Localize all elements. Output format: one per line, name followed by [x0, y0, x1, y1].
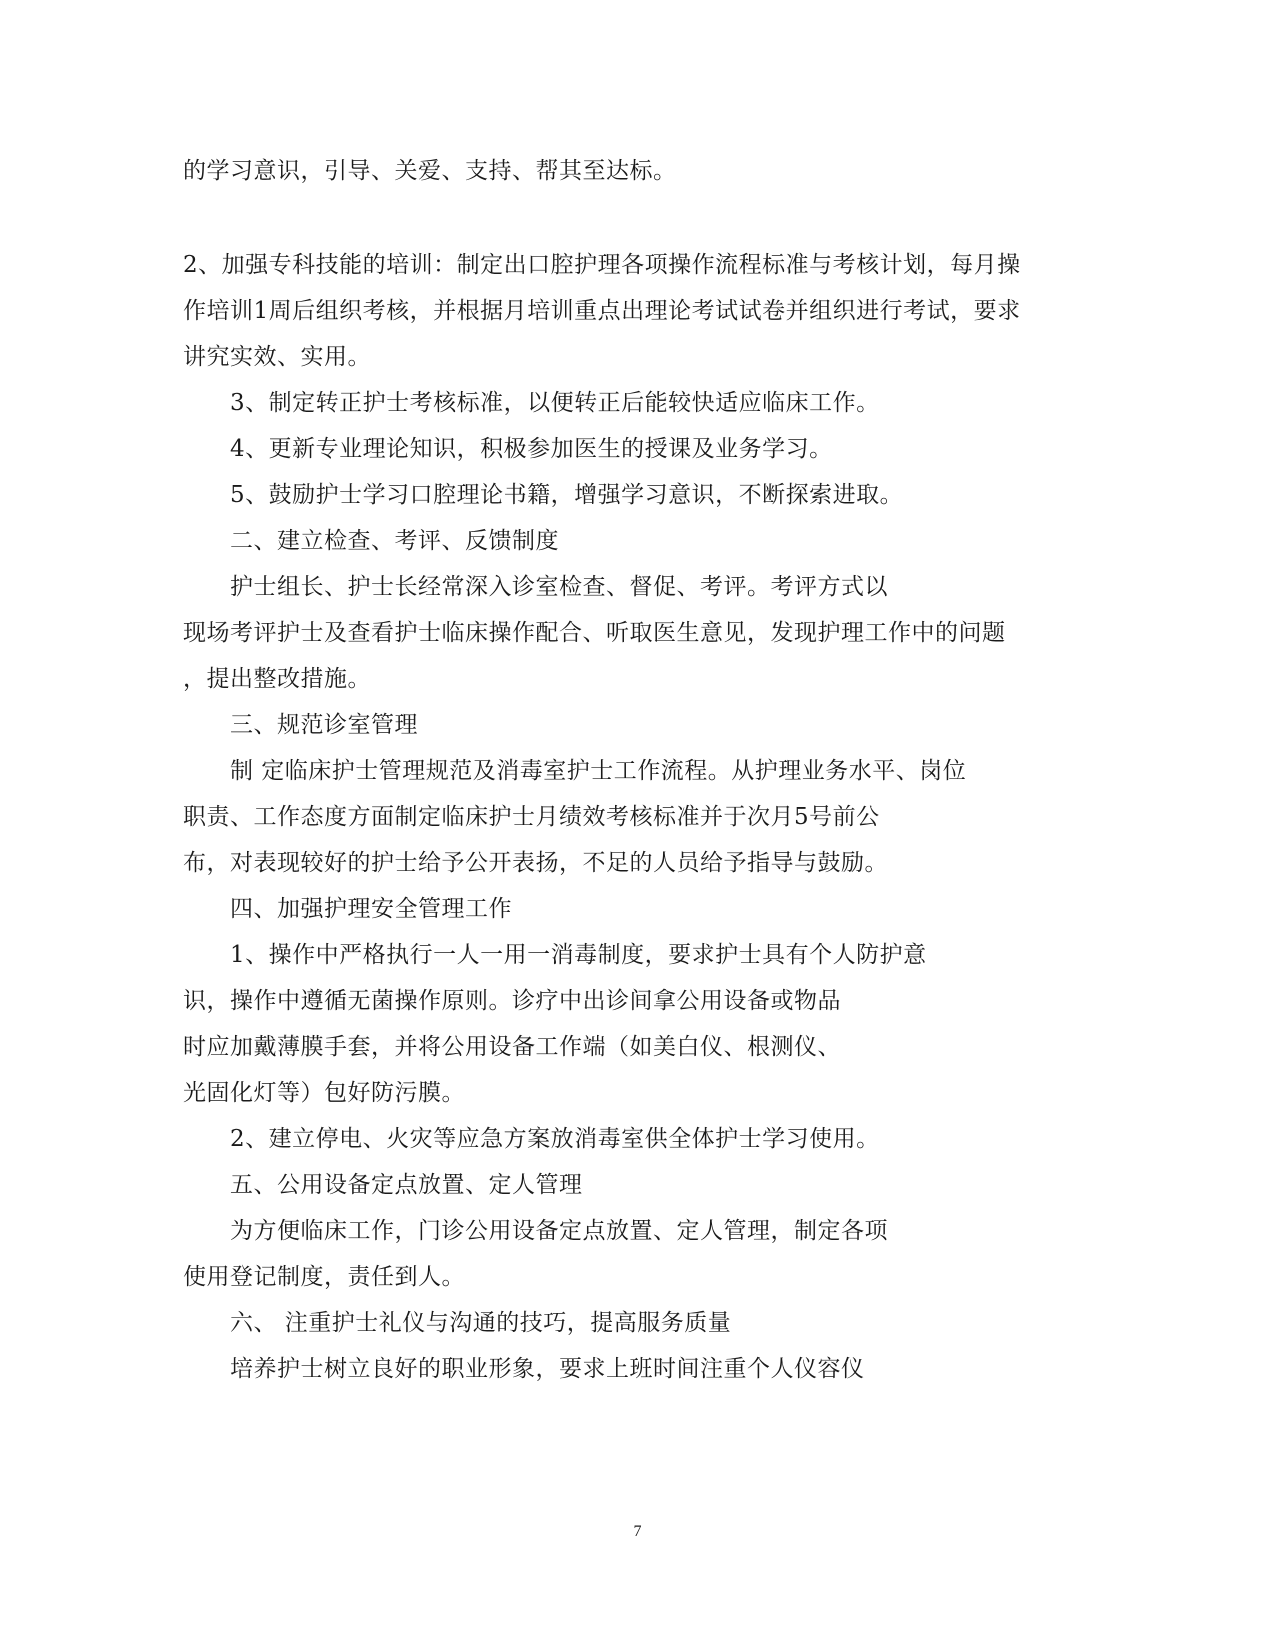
paragraph-line: 时应加戴薄膜手套，并将公用设备工作端（如美白仪、根测仪、 — [183, 1034, 841, 1060]
section-heading: 五、公用设备定点放置、定人管理 — [230, 1172, 583, 1198]
paragraph-line: 3、制定转正护士考核标准，以便转正后能较快适应临床工作。 — [230, 390, 880, 416]
section-heading: 三、规范诊室管理 — [230, 712, 418, 738]
paragraph-line: 1、操作中严格执行一人一用一消毒制度，要求护士具有个人防护意 — [230, 942, 927, 968]
paragraph-line: 的学习意识，引导、关爱、支持、帮其至达标。 — [183, 158, 677, 184]
paragraph-line: 为方便临床工作，门诊公用设备定点放置、定人管理，制定各项 — [230, 1218, 888, 1244]
section-heading: 四、加强护理安全管理工作 — [230, 896, 512, 922]
paragraph-line: ，提出整改措施。 — [183, 666, 371, 692]
paragraph-line: 职责、工作态度方面制定临床护士月绩效考核标准并于次月5号前公 — [183, 804, 880, 830]
paragraph-line: 2、加强专科技能的培训：制定出口腔护理各项操作流程标准与考核计划，每月操 — [183, 252, 1021, 278]
section-heading: 六、 注重护士礼仪与沟通的技巧，提高服务质量 — [230, 1310, 732, 1336]
section-heading: 二、建立检查、考评、反馈制度 — [230, 528, 559, 554]
paragraph-line: 培养护士树立良好的职业形象，要求上班时间注重个人仪容仪 — [230, 1356, 865, 1382]
paragraph-line: 讲究实效、实用。 — [183, 344, 371, 370]
paragraph-line: 现场考评护士及查看护士临床操作配合、听取医生意见，发现护理工作中的问题 — [183, 620, 1006, 646]
paragraph-line: 布，对表现较好的护士给予公开表扬，不足的人员给予指导与鼓励。 — [183, 850, 888, 876]
page-number: 7 — [633, 1523, 642, 1540]
paragraph-line: 光固化灯等）包好防污膜。 — [183, 1080, 465, 1106]
paragraph-line: 4、更新专业理论知识，积极参加医生的授课及业务学习。 — [230, 436, 833, 462]
paragraph-line: 识，操作中遵循无菌操作原则。诊疗中出诊间拿公用设备或物品 — [183, 988, 841, 1014]
paragraph-line: 作培训1周后组织考核，并根据月培训重点出理论考试试卷并组织进行考试，要求 — [183, 298, 1021, 324]
paragraph-line: 制 定临床护士管理规范及消毒室护士工作流程。从护理业务水平、岗位 — [230, 758, 967, 784]
paragraph-line: 护士组长、护士长经常深入诊室检查、督促、考评。考评方式以 — [230, 574, 888, 600]
paragraph-line: 2、建立停电、火灾等应急方案放消毒室供全体护士学习使用。 — [230, 1126, 880, 1152]
paragraph-line: 使用登记制度，责任到人。 — [183, 1264, 465, 1290]
paragraph-line: 5、鼓励护士学习口腔理论书籍，增强学习意识，不断探索进取。 — [230, 482, 904, 508]
